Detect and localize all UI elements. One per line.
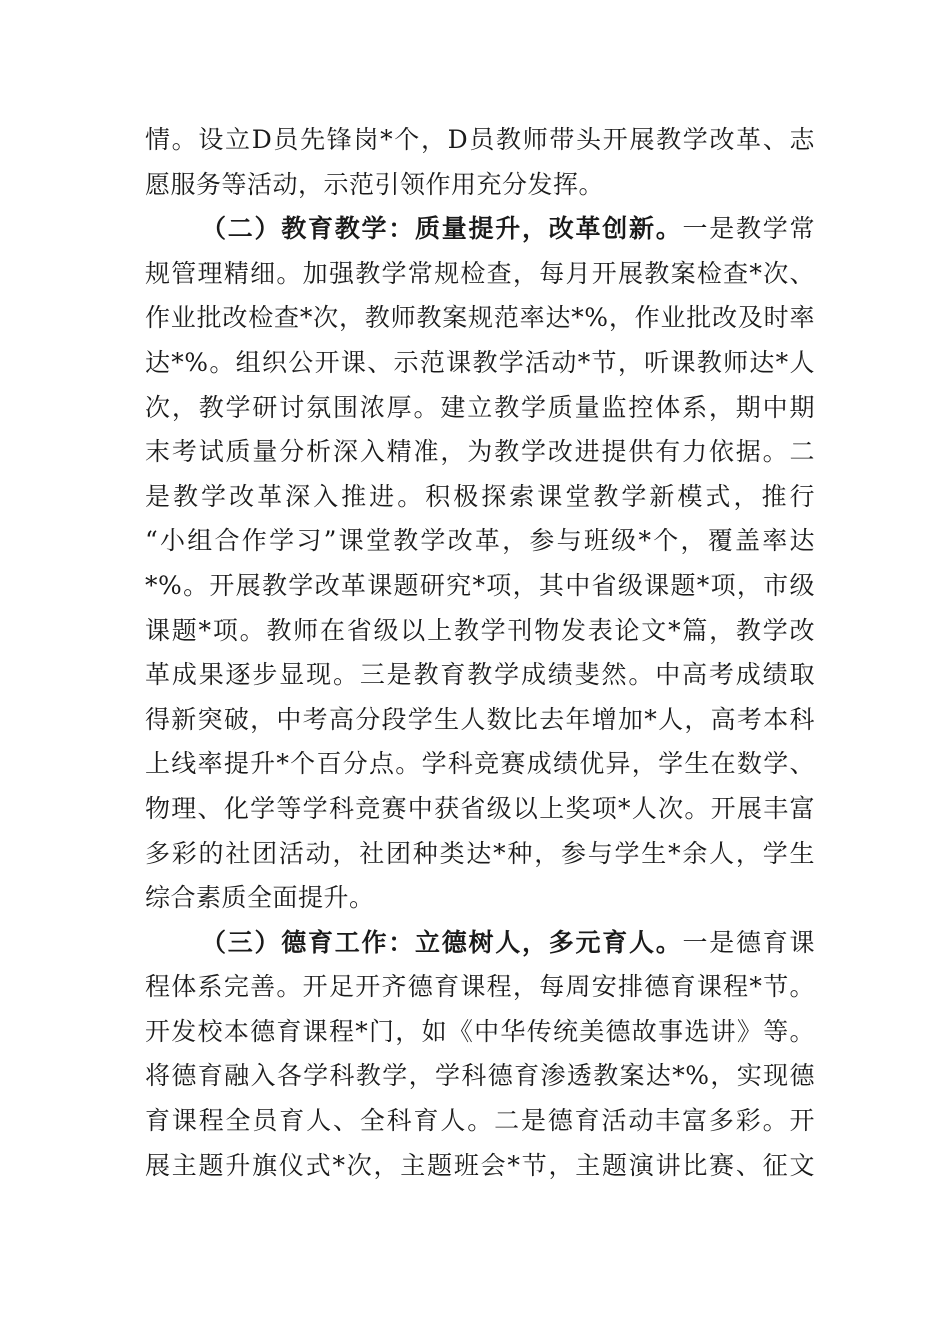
- section-heading-moral-education: （三）德育工作：立德树人，多元育人。: [201, 927, 683, 957]
- paragraph-2-line: “小组合作学习”课堂教学改革，参与班级*个，覆盖率达: [145, 526, 815, 556]
- paragraph-2-line: 革成果逐步显现。三是教育教学成绩斐然。中高考成绩取: [145, 660, 815, 690]
- paragraph-2-line: 末考试质量分析深入精准，为教学改进提供有力依据。二: [145, 437, 815, 467]
- paragraph-2-line: 是教学改革深入推进。积极探索课堂教学新模式，推行: [145, 481, 815, 511]
- paragraph-2-line: 作业批改检查*次，教师教案规范率达*%，作业批改及时率: [145, 303, 815, 333]
- paragraph-2-line-1-rest: 一是教学常: [682, 214, 815, 244]
- paragraph-2-line: 多彩的社团活动，社团种类达*种，参与学生*余人，学生: [145, 838, 815, 868]
- paragraph-3-line: 育课程全员育人、全科育人。二是德育活动丰富多彩。开: [145, 1106, 815, 1136]
- paragraph-2-line: 课题*项。教师在省级以上教学刊物发表论文*篇，教学改: [145, 615, 815, 645]
- paragraph-2-line: 次，教学研讨氛围浓厚。建立教学质量监控体系，期中期: [145, 392, 815, 422]
- paragraph-3-line: 程体系完善。开足开齐德育课程，每周安排德育课程*节。: [145, 972, 815, 1002]
- paragraph-3-line: 展主题升旗仪式*次，主题班会*节，主题演讲比赛、征文: [145, 1150, 815, 1180]
- paragraph-3-line-1: [145, 921, 815, 966]
- paragraph-2-line: 物理、化学等学科竞赛中获省级以上奖项*人次。开展丰富: [145, 793, 815, 823]
- paragraph-2-line: 上线率提升*个百分点。学科竞赛成绩优异，学生在数学、: [145, 749, 815, 779]
- paragraph-2-line: 达*%。组织公开课、示范课教学活动*节，听课教师达*人: [145, 347, 815, 377]
- paragraph-3-line-1-rest: 一是德育课: [682, 927, 815, 957]
- paragraph-2-line-last: 综合素质全面提升。: [145, 883, 375, 913]
- document-body: [145, 118, 815, 1188]
- paragraph-2-line: *%。开展教学改革课题研究*项，其中省级课题*项，市级: [145, 570, 815, 600]
- paragraph-3-line: 将德育融入各学科教学，学科德育渗透教案达*%，实现德: [145, 1061, 815, 1091]
- section-heading-teaching: （二）教育教学：质量提升，改革创新。: [201, 214, 683, 244]
- paragraph-3-line: 开发校本德育课程*门，如《中华传统美德故事选讲》等。: [145, 1016, 815, 1046]
- paragraph-2-line: 得新突破，中考高分段学生人数比去年增加*人，高考本科: [145, 704, 815, 734]
- paragraph-1-line-2: 愿服务等活动，示范引领作用充分发挥。: [145, 169, 605, 199]
- paragraph-2-line: 规管理精细。加强教学常规检查，每月开展教案检查*次、: [145, 258, 815, 288]
- paragraph-1-line-1: 情。设立D员先锋岗*个，D员教师带头开展教学改革、志: [145, 125, 815, 154]
- paragraph-2-line-1: [145, 207, 815, 252]
